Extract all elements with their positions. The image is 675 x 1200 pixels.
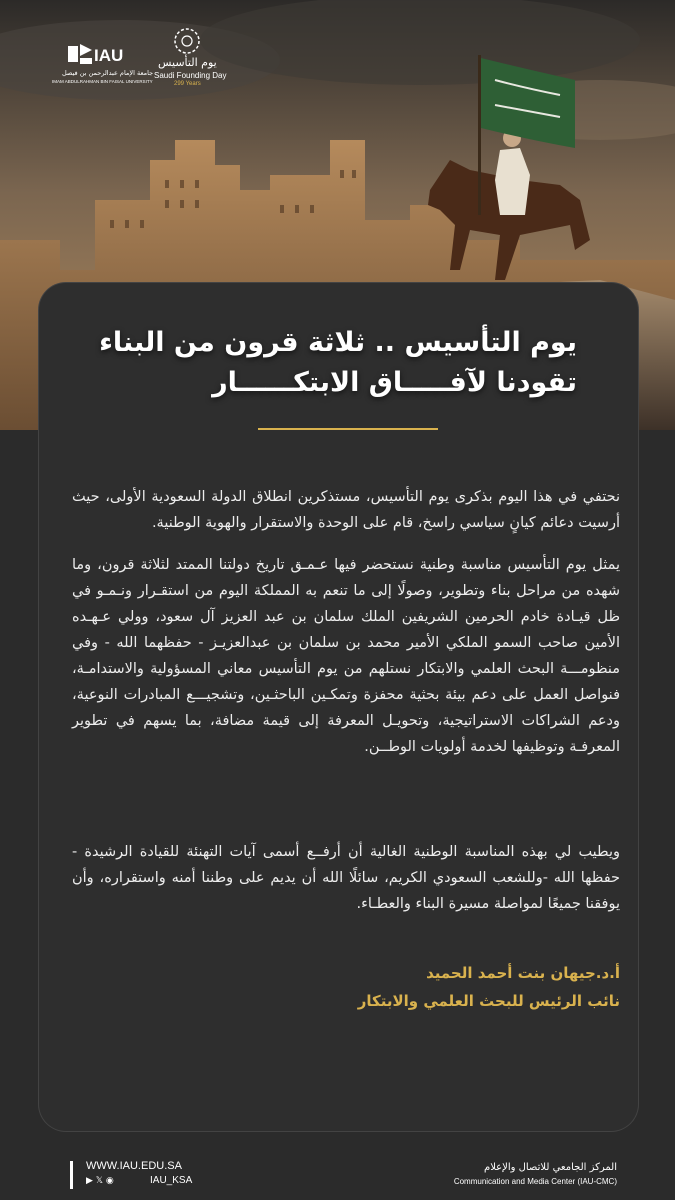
footer bbox=[0, 1150, 675, 1200]
paragraph-main: يمثل يوم التأسيس مناسبة وطنية نستحضر فيها عـمـق تاريخ دولتنا الممتد لثلاثة قرون، وما شهده من مراحل بناء وتطوير، وصولًا إلى ما تنعم به المملكة اليوم من استقـرار ونـمـو في ظل قيـادة خادم الحرمين الشريفين الملك سلمان بن عبد العزيز آل سعود، وولي عـهـده الأمين صاحب السمو الملكي الأمير محمد بن سلمان بن عبدالعزيـز - حفظهما الله - وفي منظومـــة البحث العلمي والابتكار نستلهم من يوم التأسيس معاني المسؤولية والاستدامـة، فنواصل العمل على دعم بيئة بحثية محفزة وتمكـين الباحثـين، وتشجيـــع المبادرات النوعية، ودعم الشراكات الاستراتيجية، وتحويـل المعرفة إلى قيمة مضافة، بما يسهم في تطوير المعرفـة وتوظيفها لخدمة أولويات الوطــن. bbox=[72, 557, 620, 755]
social-icons[interactable]: ▶ 𝕏 ◉ bbox=[86, 1176, 114, 1186]
founding-day-logo bbox=[152, 26, 227, 90]
media-center-english: Communication and Media Center (IAU-CMC) bbox=[453, 1177, 617, 1186]
social-handle[interactable]: IAU_KSA bbox=[150, 1175, 193, 1186]
signature-position: نائب الرئيس للبحث العلمي والابتكار bbox=[357, 992, 620, 1010]
iau-logo-text: IAU bbox=[94, 46, 124, 65]
paragraph-greeting: ويطيب لي بهذه المناسبة الوطنية الغالية أن أرفــع أسمى آيات التهنئة للقيادة الرشيدة - حفظها الله -وللشعب السعودي الكريم، سائلًا الله أن يديم على وطننا أمنه واستقراره، وأن يوفقنا جميعًا لمواصلة مسيرة البناء والعطـاء. bbox=[72, 844, 620, 912]
page-title-line-1: يوم التأسيس .. ثلاثة قرون من البناء bbox=[99, 327, 577, 358]
founding-years: 299 Years bbox=[174, 81, 201, 87]
website-link[interactable]: WWW.IAU.EDU.SA bbox=[86, 1160, 182, 1172]
iau-arabic-name: جامعة الإمام عبدالرحمن بن فيصل bbox=[62, 69, 154, 77]
iau-english-name: IMAM ABDULRAHMAN BIN FAISAL UNIVERSITY bbox=[52, 79, 153, 84]
footer-divider bbox=[70, 1161, 73, 1189]
media-center-arabic: المركز الجامعي للاتصال والإعلام bbox=[484, 1162, 617, 1173]
iau-emblem-icon bbox=[66, 42, 94, 66]
page-title-line-2: تقودنا لآفـــــاق الابتكــــــار bbox=[212, 367, 577, 398]
iau-logo[interactable] bbox=[52, 42, 154, 90]
founding-english: Saudi Founding Day bbox=[154, 71, 227, 80]
title-divider bbox=[258, 428, 438, 430]
signature-name: أ.د.جيهان بنت أحمد الحميد bbox=[426, 964, 620, 982]
founding-emblem-icon bbox=[172, 26, 202, 56]
paragraph-intro: نحتفي في هذا اليوم بذكرى يوم التأسيس، مستذكرين انطلاق الدولة السعودية الأولى، حيث أرسيت دعائم كيانٍ سياسي راسخ، قام على الوحدة والاستقرار والهوية الوطنية. bbox=[72, 489, 620, 531]
founding-arabic: يوم التأسيس bbox=[158, 56, 217, 69]
